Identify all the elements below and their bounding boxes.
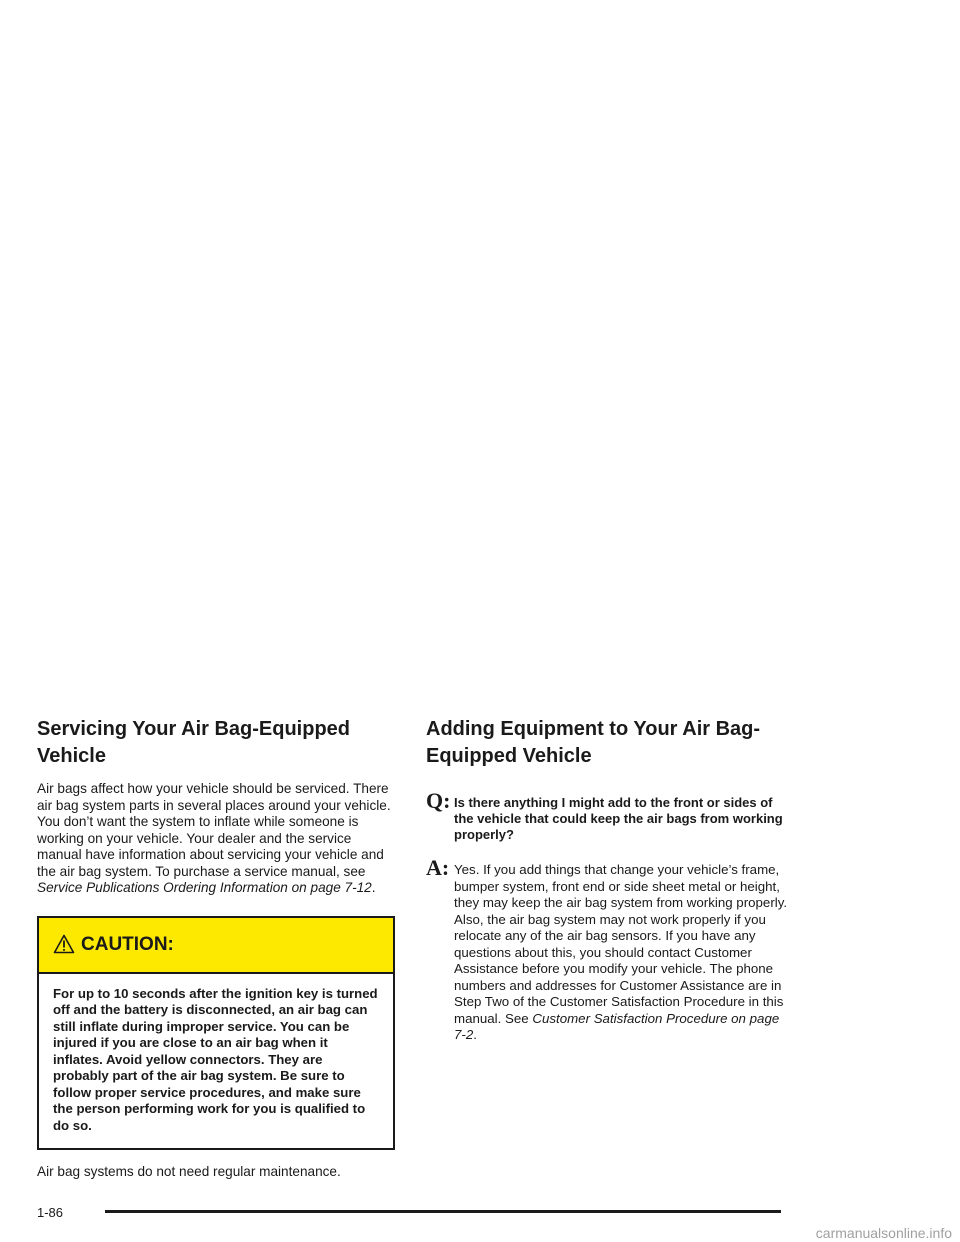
caution-header (39, 918, 393, 974)
caution-text: For up to 10 seconds after the ignition key is turned off and the battery is disconnected, an air bag can still inflate during improper service. You can be injured if you are close to an air bag when it inflates. Avoid yellow connectors. They are probably part of the air bag system. Be sure to follow proper service procedures, and make sure the person performing work for you is qualified to do so. (53, 985, 378, 1133)
answer-text (454, 857, 788, 1044)
left-column (37, 716, 397, 1181)
page-number: 1-86 (37, 1205, 64, 1220)
maintenance-paragraph: Air bag systems do not need regular maintenance. (37, 1164, 341, 1179)
answer-letter: A: (426, 855, 450, 880)
warning-triangle-icon (53, 934, 75, 954)
answer-end: . (473, 1027, 477, 1042)
answer-body: Yes. If you add things that change your vehicle’s frame, bumper system, front end or side sheet metal or height, they may keep the air bag system from working properly. Also, the air bag system may not work properly if you relocate any of the air bag sensors. If you have any questions about this, you should contact Customer Assistance before you modify your vehicle. The phone numbers and addresses for Customer Assistance are in Step Two of the Customer Satisfaction Procedure in this manual. See (454, 862, 788, 1026)
servicing-intro-paragraph (37, 781, 397, 897)
footer-rule (105, 1210, 781, 1213)
customer-satisfaction-link[interactable]: Customer Satisfaction Procedure on page 7-2 (454, 1010, 780, 1042)
caution-title: CAUTION: (81, 933, 174, 955)
servicing-intro-text: Air bags affect how your vehicle should be serviced. There air bag system parts in several places around your vehicle. You don’t want the system to inflate while someone is working on your vehicle. Your dealer and the service manual have information about servicing your vehicle and the air bag system. To purchase a service manual, see (37, 781, 391, 879)
caution-box (37, 916, 395, 1151)
service-publications-link[interactable]: Service Publications Ordering Information on page 7-12 (37, 880, 372, 895)
question-block (426, 790, 788, 843)
section-heading-servicing: Servicing Your Air Bag-Equipped Vehicle (37, 718, 351, 767)
watermark: carmanualsonline.info (815, 1225, 952, 1241)
servicing-intro-end: . (371, 880, 376, 895)
question-text: Is there anything I might add to the front or sides of the vehicle that could keep the air bags from working properly? (454, 795, 783, 842)
section-heading-adding-equipment: Adding Equipment to Your Air Bag-Equipped Vehicle (426, 718, 761, 767)
question-letter: Q: (426, 788, 451, 813)
right-column (426, 716, 788, 1044)
answer-block (426, 857, 788, 1044)
